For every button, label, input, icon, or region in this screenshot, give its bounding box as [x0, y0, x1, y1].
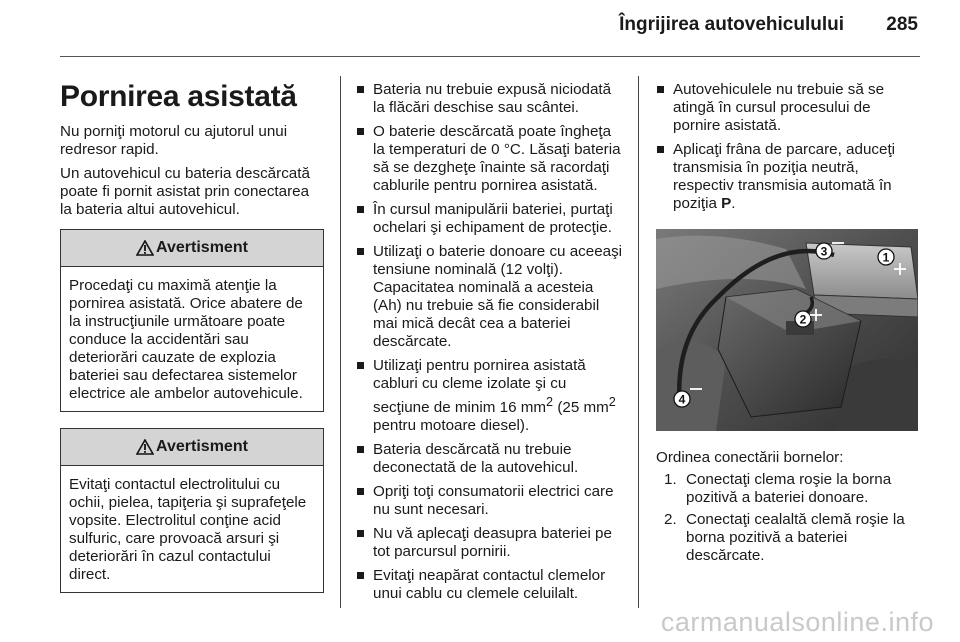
terminal-label: 4 — [678, 392, 686, 407]
step-text: Conectaţi cealaltă clemă roşie la borna pozitivă a bateriei descărcate. — [686, 511, 905, 564]
terminal-label: 1 — [882, 250, 890, 265]
connection-order-title: Ordinea conectării bornelor: — [656, 449, 844, 466]
header-rule — [60, 56, 920, 57]
warning-text: Evitaţi contactul electrolitului cu ochii, pielea, tapiţeria şi suprafeţele vopsite. Electrolitul conţine acid sulfuric, care provoacă arsuri şi deteriorări în cazul contactului direct. — [69, 476, 307, 583]
intro-paragraph: Nu porniţi motorul cu ajutorul unui redresor rapid. — [60, 123, 288, 158]
step-item — [656, 511, 922, 565]
bullet-text: Aplicaţi frâna de parcare, aduceţi transmisia în poziţia neutră, respectiv transmisia automată în poziţia — [673, 141, 896, 212]
bullet-item: În cursul manipulării bateriei, purtaţi ochelari şi echipament de protecţie. — [356, 201, 626, 237]
intro-paragraph: Un autovehicul cu bateria descărcată poate fi pornit asistat prin conectarea la bateria altui autovehicul. — [60, 165, 310, 218]
superscript: 2 — [546, 395, 554, 409]
page-number: 285 — [886, 14, 918, 35]
bullet-item — [656, 141, 922, 213]
column-divider — [340, 76, 341, 608]
step-number: 2. — [664, 511, 677, 528]
bullet-item — [356, 357, 626, 435]
step-item — [656, 471, 922, 507]
warning-box — [60, 229, 324, 412]
bullet-item: Autovehiculele nu trebuie să se atingă în cursul procesului de pornire asistată. — [656, 81, 922, 135]
terminal-label: 2 — [799, 312, 807, 327]
bullet-text: . — [731, 195, 736, 212]
warning-header — [61, 230, 323, 267]
bullet-item: Opriţi toţi consumatorii electrici care nu sunt necesari. — [356, 483, 626, 519]
steps-list — [656, 471, 922, 565]
bullet-text: Utilizaţi pentru pornirea asistată cabluri cu cleme izolate şi cu secţiune de minim 16 mm — [373, 357, 586, 417]
section-title: Pornirea asistată — [60, 80, 297, 113]
warning-box — [60, 428, 324, 593]
jump-start-photo — [656, 229, 918, 431]
gear-position-p: P — [721, 195, 732, 212]
bullet-text: pentru motoare diesel). — [373, 417, 530, 435]
bullet-text: (25 mm — [553, 399, 609, 417]
watermark: carmanualsonline.info — [660, 607, 934, 637]
column-middle — [356, 81, 626, 609]
terminal-label: 3 — [820, 244, 828, 259]
bullet-item: Bateria nu trebuie expusă niciodată la flăcări deschise sau scântei. — [356, 81, 626, 117]
column-left — [60, 80, 324, 593]
superscript: 2 — [608, 395, 616, 409]
step-text: Conectaţi clema roşie la borna pozitivă a bateriei donoare. — [686, 471, 892, 506]
warning-title: Avertisment — [156, 239, 248, 256]
bullet-item: Utilizaţi o baterie donoare cu aceeaşi tensiune nominală (12 volţi). Capacitatea nominală a acesteia (Ah) nu trebuie să fie considerabil mai mică decât cea a bateriei descărcate. — [356, 243, 626, 351]
bullet-item: Bateria descărcată nu trebuie deconectată de la autovehicul. — [356, 441, 626, 477]
column-right — [656, 81, 922, 569]
step-number: 1. — [664, 471, 677, 488]
warning-triangle-icon — [136, 240, 154, 256]
column-divider — [638, 76, 639, 608]
warning-header — [61, 429, 323, 466]
bullet-item: Evitaţi neapărat contactul clemelor unui cablu cu clemele celuilalt. — [356, 567, 626, 603]
warning-title: Avertisment — [156, 438, 248, 455]
bullet-item: Nu vă aplecaţi deasupra bateriei pe tot parcursul pornirii. — [356, 525, 626, 561]
bullet-list — [356, 81, 626, 603]
page-header-title: Îngrijirea autovehiculului — [619, 14, 844, 35]
warning-triangle-icon — [136, 439, 154, 455]
warning-text: Procedaţi cu maximă atenţie la pornirea asistată. Orice abatere de la instrucţiunile următoare poate conduce la accidentări sau deteriorări cauzate de explozia bateriei sau defectarea sistemelor electrice ale ambelor autovehicule. — [69, 277, 303, 402]
bullet-list — [656, 81, 922, 213]
bullet-item: O baterie descărcată poate îngheţa la temperaturi de 0 °C. Lăsaţi bateria să se dezgheţe înainte să racordaţi cablurile pentru pornirea asistată. — [356, 123, 626, 195]
